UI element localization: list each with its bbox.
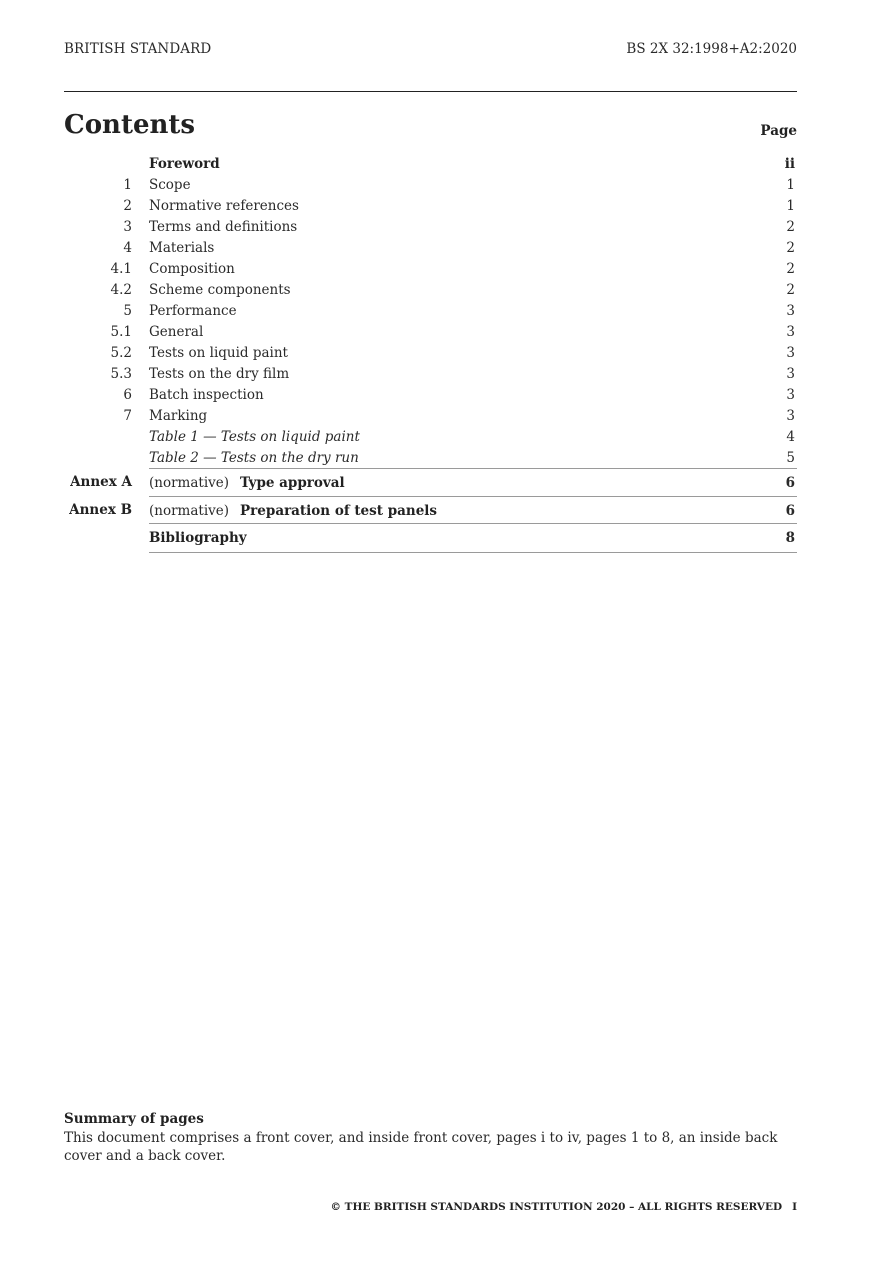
toc-entry-title: General <box>149 323 204 340</box>
toc-entry-page: 3 <box>786 407 795 424</box>
toc-entry-table-2[interactable] <box>64 447 797 468</box>
toc-entry-page: 3 <box>786 386 795 403</box>
toc-entry-page: 5 <box>786 449 795 466</box>
toc-entry-page: ii <box>784 155 795 172</box>
toc-entry-page: 3 <box>786 344 795 361</box>
page-footer <box>330 1201 797 1213</box>
toc-entry-performance[interactable] <box>64 300 797 321</box>
toc-entry-title: Scope <box>149 176 191 193</box>
toc-entry-page: 1 <box>786 176 795 193</box>
toc-entry-title: Foreword <box>149 155 220 172</box>
toc-entry-composition[interactable] <box>64 258 797 279</box>
annex-type: (normative) <box>149 474 230 491</box>
toc-entry-general[interactable] <box>64 321 797 342</box>
annex-label: Annex A <box>70 474 132 490</box>
summary-heading: Summary of pages <box>64 1111 204 1127</box>
toc-entry-scheme-components[interactable] <box>64 279 797 300</box>
toc-entry-page: 3 <box>786 302 795 319</box>
toc-entry-materials[interactable] <box>64 237 797 258</box>
toc-entry-page: 1 <box>786 197 795 214</box>
toc-entry-annex-a[interactable] <box>64 468 797 496</box>
toc-entry-number: 6 <box>123 386 132 403</box>
toc-entry-number: 4.2 <box>110 281 132 298</box>
toc-entry-batch-inspection[interactable] <box>64 384 797 405</box>
header-standard-label: BRITISH STANDARD <box>64 41 212 57</box>
toc-entry-title: Composition <box>149 260 235 277</box>
toc-entry-scope[interactable] <box>64 174 797 195</box>
toc-entry-title: Tests on the dry film <box>149 365 290 382</box>
summary-text: This document comprises a front cover, and inside front cover, pages i to iv, pages 1 to 8, an inside back cover and a back cover. <box>64 1130 778 1164</box>
toc-entry-number: 5 <box>123 302 132 319</box>
toc-entry-number: 5.1 <box>110 323 132 340</box>
toc-entry-number: 2 <box>123 197 132 214</box>
toc-entry-page: 2 <box>786 218 795 235</box>
toc-entry-bibliography[interactable] <box>64 524 797 552</box>
toc-entry-foreword[interactable] <box>64 153 797 174</box>
toc-entry-table-1[interactable] <box>64 426 797 447</box>
toc-entry-title: Scheme components <box>149 281 291 298</box>
toc-entry-terms-definitions[interactable] <box>64 216 797 237</box>
toc-entry-title: Table 1 — Tests on liquid paint <box>149 428 360 445</box>
annex-title: Type approval <box>240 474 345 491</box>
toc-entry-number: 5.2 <box>110 344 132 361</box>
header-standard-number: BS 2X 32:1998+A2:2020 <box>626 41 797 57</box>
toc-entry-tests-liquid-paint[interactable] <box>64 342 797 363</box>
page-number: I <box>792 1201 797 1213</box>
toc-entry-number: 4 <box>123 239 132 256</box>
toc-entry-title: Terms and definitions <box>149 218 298 235</box>
toc-entry-tests-dry-film[interactable] <box>64 363 797 384</box>
toc-entry-title: Batch inspection <box>149 386 264 403</box>
toc-entry-title: Tests on liquid paint <box>149 344 288 361</box>
annex-body <box>149 468 797 497</box>
annex-title: Preparation of test panels <box>240 502 438 519</box>
toc-entry-page: 2 <box>786 281 795 298</box>
annex-page: 6 <box>785 474 795 491</box>
bibliography-body <box>149 523 797 553</box>
toc-entry-page: 2 <box>786 260 795 277</box>
header-divider <box>64 91 797 92</box>
toc-entry-page: 4 <box>786 428 795 445</box>
toc-entry-number: 5.3 <box>110 365 132 382</box>
toc-entry-title: Normative references <box>149 197 299 214</box>
toc-entry-marking[interactable] <box>64 405 797 426</box>
toc-entry-page: 3 <box>786 323 795 340</box>
toc-entry-page: 2 <box>786 239 795 256</box>
toc-entry-title: Marking <box>149 407 208 424</box>
toc-entry-number: 3 <box>123 218 132 235</box>
toc-entry-number: 7 <box>123 407 132 424</box>
copyright-notice: © THE BRITISH STANDARDS INSTITUTION 2020 – ALL RIGHTS RESERVED <box>330 1201 783 1213</box>
toc-entry-page: 3 <box>786 365 795 382</box>
toc-entry-number: 4.1 <box>110 260 132 277</box>
annex-page: 6 <box>785 502 795 519</box>
annex-label: Annex B <box>69 502 132 518</box>
bibliography-title: Bibliography <box>149 530 247 546</box>
bibliography-page: 8 <box>785 530 795 546</box>
contents-heading: Contents <box>64 110 196 140</box>
toc-entry-annex-b[interactable] <box>64 496 797 524</box>
toc-entry-title: Materials <box>149 239 215 256</box>
toc-entry-normative-references[interactable] <box>64 195 797 216</box>
toc-entry-title: Table 2 — Tests on the dry run <box>149 449 359 466</box>
annex-type: (normative) <box>149 502 230 519</box>
toc-entry-title: Performance <box>149 302 237 319</box>
table-of-contents <box>64 153 797 552</box>
page-column-label: Page <box>760 123 797 139</box>
annex-body <box>149 496 797 525</box>
toc-entry-number: 1 <box>123 176 132 193</box>
